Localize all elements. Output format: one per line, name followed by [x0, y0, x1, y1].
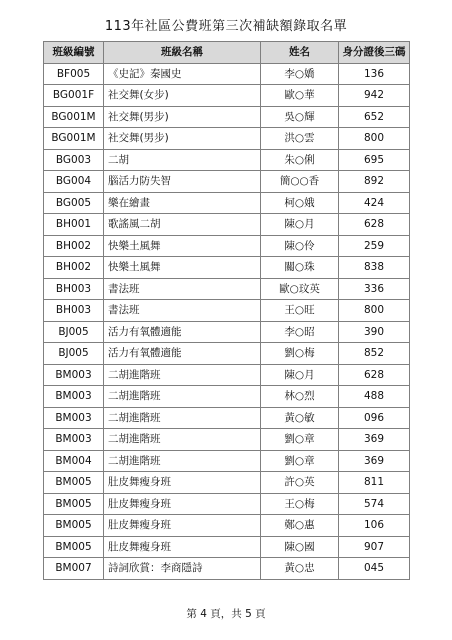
cell-person-name: 陳○月 [261, 214, 339, 236]
cell-class-name: 樂在繪畫 [104, 192, 261, 214]
cell-class-name: 肚皮舞瘦身班 [104, 515, 261, 537]
cell-id-last-three: 336 [339, 278, 410, 300]
cell-id-last-three: 259 [339, 235, 410, 257]
cell-class-name: 二胡進階班 [104, 386, 261, 408]
cell-class-code: BM004 [44, 450, 104, 472]
cell-id-last-three: 811 [339, 472, 410, 494]
cell-id-last-three: 390 [339, 321, 410, 343]
table-row [44, 321, 410, 343]
table-row [44, 386, 410, 408]
cell-person-name: 陳○伶 [261, 235, 339, 257]
cell-class-name: 快樂土風舞 [104, 257, 261, 279]
cell-class-name: 二胡進階班 [104, 450, 261, 472]
cell-person-name: 林○烈 [261, 386, 339, 408]
table-row [44, 450, 410, 472]
document-title: 113年社區公費班第三次補缺額錄取名單 [104, 19, 348, 34]
table-row [44, 343, 410, 365]
cell-class-name: 社交舞(男步) [104, 128, 261, 150]
table-row [44, 257, 410, 279]
cell-class-code: BG001M [44, 128, 104, 150]
cell-id-last-three: 892 [339, 171, 410, 193]
cell-person-name: 吳○輝 [261, 106, 339, 128]
table-row [44, 429, 410, 451]
cell-class-code: BM005 [44, 515, 104, 537]
cell-person-name: 劉○梅 [261, 343, 339, 365]
cell-class-code: BM003 [44, 407, 104, 429]
cell-person-name: 黃○忠 [261, 558, 339, 580]
cell-id-last-three: 800 [339, 128, 410, 150]
cell-class-name: 二胡進階班 [104, 364, 261, 386]
cell-person-name: 李○嬌 [261, 63, 339, 85]
table-row [44, 300, 410, 322]
cell-class-name: 書法班 [104, 300, 261, 322]
cell-id-last-three: 096 [339, 407, 410, 429]
cell-class-name: 肚皮舞瘦身班 [104, 472, 261, 494]
cell-class-name: 詩詞欣賞：李商隱詩 [104, 558, 261, 580]
table-row [44, 515, 410, 537]
cell-person-name: 關○珠 [261, 257, 339, 279]
table-row [44, 364, 410, 386]
cell-person-name: 劉○章 [261, 450, 339, 472]
cell-person-name: 陳○月 [261, 364, 339, 386]
cell-id-last-three: 424 [339, 192, 410, 214]
cell-class-code: BG005 [44, 192, 104, 214]
cell-person-name: 李○昭 [261, 321, 339, 343]
cell-class-name: 二胡進階班 [104, 407, 261, 429]
cell-class-name: 活力有氧體適能 [104, 343, 261, 365]
cell-id-last-three: 852 [339, 343, 410, 365]
header-class-name: 班級名稱 [104, 42, 261, 64]
table-row [44, 192, 410, 214]
cell-person-name: 陳○國 [261, 536, 339, 558]
cell-person-name: 鄭○惠 [261, 515, 339, 537]
cell-class-code: BM005 [44, 472, 104, 494]
cell-class-code: BG001F [44, 85, 104, 107]
table-row [44, 214, 410, 236]
cell-id-last-three: 136 [339, 63, 410, 85]
cell-id-last-three: 652 [339, 106, 410, 128]
table-row [44, 493, 410, 515]
cell-id-last-three: 838 [339, 257, 410, 279]
cell-class-name: 《史記》秦國史 [104, 63, 261, 85]
cell-id-last-three: 628 [339, 364, 410, 386]
cell-class-code: BM005 [44, 493, 104, 515]
cell-person-name: 王○梅 [261, 493, 339, 515]
cell-class-code: BH003 [44, 300, 104, 322]
cell-person-name: 歐○華 [261, 85, 339, 107]
table-row [44, 235, 410, 257]
table-row [44, 106, 410, 128]
cell-class-code: BH003 [44, 278, 104, 300]
table-row [44, 407, 410, 429]
cell-id-last-three: 942 [339, 85, 410, 107]
cell-class-name: 肚皮舞瘦身班 [104, 536, 261, 558]
table-row [44, 472, 410, 494]
cell-class-code: BG001M [44, 106, 104, 128]
cell-class-code: BH002 [44, 235, 104, 257]
cell-class-name: 二胡進階班 [104, 429, 261, 451]
cell-id-last-three: 106 [339, 515, 410, 537]
cell-id-last-three: 907 [339, 536, 410, 558]
cell-person-name: 王○旺 [261, 300, 339, 322]
page-footer: 第 4 頁，共 5 頁 [186, 608, 266, 620]
table-row [44, 558, 410, 580]
cell-class-name: 活力有氧體適能 [104, 321, 261, 343]
cell-class-code: BJ005 [44, 343, 104, 365]
cell-id-last-three: 488 [339, 386, 410, 408]
cell-class-code: BM003 [44, 364, 104, 386]
cell-class-code: BH001 [44, 214, 104, 236]
cell-class-code: BJ005 [44, 321, 104, 343]
cell-class-code: BM003 [44, 386, 104, 408]
table-row [44, 171, 410, 193]
cell-id-last-three: 369 [339, 450, 410, 472]
cell-class-name: 快樂土風舞 [104, 235, 261, 257]
cell-class-name: 社交舞(女步) [104, 85, 261, 107]
header-person-name: 姓名 [261, 42, 339, 64]
cell-id-last-three: 695 [339, 149, 410, 171]
table-row [44, 278, 410, 300]
cell-person-name: 洪○雲 [261, 128, 339, 150]
cell-class-code: BH002 [44, 257, 104, 279]
cell-class-name: 歌謠風二胡 [104, 214, 261, 236]
cell-class-name: 二胡 [104, 149, 261, 171]
cell-person-name: 歐○玟英 [261, 278, 339, 300]
table-row [44, 85, 410, 107]
cell-id-last-three: 800 [339, 300, 410, 322]
table-header-row [44, 42, 410, 64]
cell-class-code: BF005 [44, 63, 104, 85]
cell-class-code: BG003 [44, 149, 104, 171]
cell-class-name: 肚皮舞瘦身班 [104, 493, 261, 515]
header-id-last-three: 身分證後三碼 [339, 42, 410, 64]
cell-person-name: 劉○章 [261, 429, 339, 451]
header-class-code: 班級編號 [44, 42, 104, 64]
cell-class-code: BM007 [44, 558, 104, 580]
cell-person-name: 簡○○香 [261, 171, 339, 193]
cell-id-last-three: 628 [339, 214, 410, 236]
cell-class-code: BM003 [44, 429, 104, 451]
cell-id-last-three: 369 [339, 429, 410, 451]
cell-person-name: 黃○敏 [261, 407, 339, 429]
cell-id-last-three: 574 [339, 493, 410, 515]
cell-class-code: BM005 [44, 536, 104, 558]
cell-person-name: 許○英 [261, 472, 339, 494]
cell-person-name: 朱○俐 [261, 149, 339, 171]
admission-table [43, 41, 410, 580]
cell-person-name: 柯○娥 [261, 192, 339, 214]
cell-id-last-three: 045 [339, 558, 410, 580]
table-row [44, 128, 410, 150]
table-row [44, 536, 410, 558]
table-row [44, 149, 410, 171]
cell-class-name: 腦活力防失智 [104, 171, 261, 193]
table-row [44, 63, 410, 85]
cell-class-name: 書法班 [104, 278, 261, 300]
cell-class-name: 社交舞(男步) [104, 106, 261, 128]
table-body [44, 63, 410, 579]
cell-class-code: BG004 [44, 171, 104, 193]
